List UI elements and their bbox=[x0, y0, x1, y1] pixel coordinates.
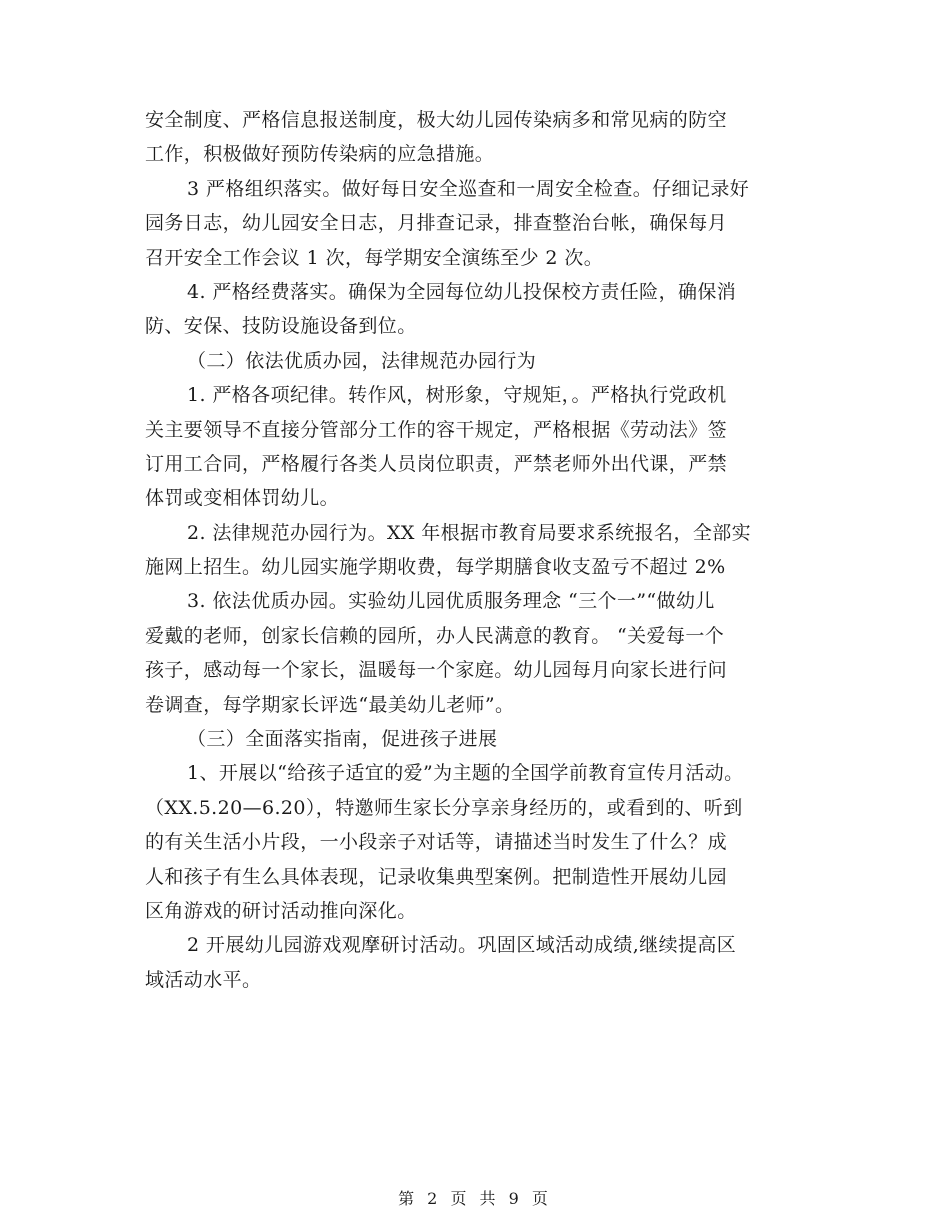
text-line: 安全制度、严格信息报送制度，极大幼儿园传染病多和常见病的防空 bbox=[145, 109, 728, 131]
text-line: 关主要领导不直接分管部分工作的容干规定，严格根据《劳动法》签 bbox=[145, 418, 728, 441]
page-number-footer: 第 2 页 共 9 页 bbox=[398, 1189, 552, 1208]
text-line: 孩子，感动每一个家长，温暖每一个家庭。幼儿园每月向家长进行问 bbox=[145, 659, 728, 682]
text-line: 卷调查，每学期家长评选“最美幼儿老师”。 bbox=[145, 693, 515, 716]
text-line: 2 开展幼儿园游戏观摩研讨活动。巩固区域活动成绩,继续提高区 bbox=[187, 934, 737, 957]
text-line: 1、开展以“给孩子适宜的爱”为主题的全国学前教育宣传月活动。 bbox=[187, 762, 744, 785]
text-line: 体罚或变相体罚幼儿。 bbox=[145, 487, 340, 510]
text-line: 人和孩子有生么具体表现，记录收集典型案例。把制造性开展幼儿园 bbox=[145, 865, 728, 888]
text-line: 4. 严格经费落实。确保为全园每位幼儿投保校方责任险，确保消 bbox=[187, 280, 737, 303]
text-line: 园务日志，幼儿园安全日志，月排查记录，排查整治台帐，确保每月 bbox=[145, 212, 728, 235]
document-body bbox=[145, 103, 835, 997]
text-line: 域活动水平。 bbox=[145, 968, 262, 991]
text-line: 召开安全工作会议 1 次，每学期安全演练至少 2 次。 bbox=[145, 246, 604, 269]
text-line: 2. 法律规范办园行为。XX 年根据市教育局要求系统报名，全部实 bbox=[187, 521, 752, 544]
text-line: 3. 依法优质办园。实验幼儿园优质服务理念 “三个一”“做幼儿 bbox=[187, 590, 715, 613]
text-line: 防、安保、技防设施设备到位。 bbox=[145, 315, 417, 338]
text-line: 工作，积极做好预防传染病的应急措施。 bbox=[145, 143, 495, 166]
section-heading: （三）全面落实指南，促进孩子进展 bbox=[187, 728, 498, 751]
text-line: 的有关生活小片段，一小段亲子对话等，请描述当时发生了什么？成 bbox=[145, 831, 728, 854]
text-line: 区角游戏的研讨活动推向深化。 bbox=[145, 899, 417, 922]
text-line: 爱戴的老师，创家长信赖的园所，办人民满意的教育。 “关爱每一个 bbox=[145, 624, 725, 647]
text-line: 施网上招生。幼儿园实施学期收费，每学期膳食收支盈亏不超过 2% bbox=[145, 556, 726, 579]
text-line: 订用工合同，严格履行各类人员岗位职责，严禁老师外出代课，严禁 bbox=[145, 452, 728, 475]
text-line: 3 严格组织落实。做好每日安全巡查和一周安全检查。仔细记录好 bbox=[187, 177, 750, 200]
section-heading: （二）依法优质办园，法律规范办园行为 bbox=[187, 349, 537, 372]
text-line: 1. 严格各项纪律。转作风，树形象，守规矩，。严格执行党政机 bbox=[187, 384, 727, 407]
text-line: （XX.5.20—6.20），特邀师生家长分享亲身经历的，或看到的、听到 bbox=[145, 796, 743, 819]
